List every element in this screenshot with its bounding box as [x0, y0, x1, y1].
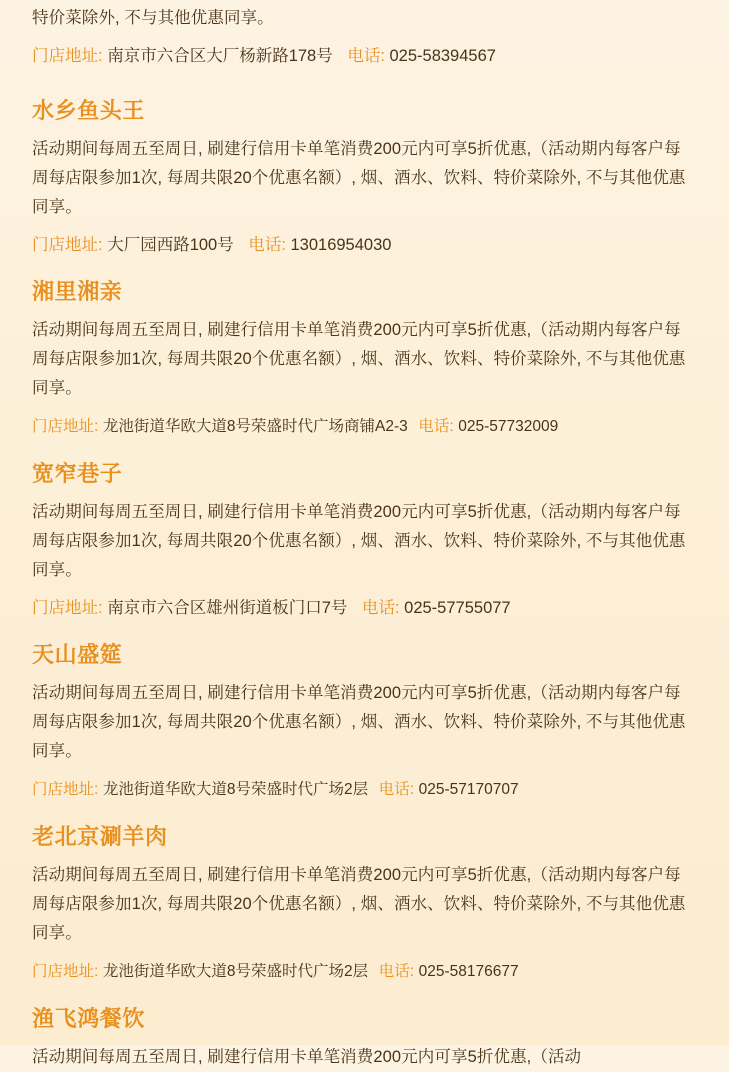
- promo-description: 活动期间每周五至周日, 刷建行信用卡单笔消费200元内可享5折优惠,（活动期内每客户每周每店限参加1次, 每周共限20个优惠名额）, 烟、酒水、饮料、特价菜除外, 不与其他优惠同享。: [32, 321, 686, 397]
- store-block: [32, 96, 697, 259]
- tel-value: 025-58394567: [389, 47, 496, 65]
- address-label: 门店地址:: [32, 599, 103, 617]
- address-value: 龙池街道华欧大道8号荣盛时代广场2层: [102, 781, 369, 798]
- store-block: [32, 822, 697, 986]
- address-value: 大厂园西路100号: [107, 236, 234, 254]
- address-value: 南京市六合区雄州街道板门口7号: [107, 599, 348, 617]
- tel-label: 电话:: [361, 599, 400, 617]
- address-label: 门店地址:: [32, 418, 99, 435]
- tel-label: 电话:: [378, 781, 415, 798]
- tel-value: 025-57755077: [404, 599, 511, 617]
- store-name: 老北京涮羊肉: [32, 824, 168, 849]
- store-block: [32, 640, 697, 804]
- address-value: 南京市六合区大厂杨新路178号: [107, 47, 333, 65]
- promo-description: 活动期间每周五至周日, 刷建行信用卡单笔消费200元内可享5折优惠,（活动期内每客户每周每店限参加1次, 每周共限20个优惠名额）, 烟、酒水、饮料、特价菜除外, 不与其他优惠同享。: [32, 140, 686, 216]
- store-name: 天山盛筵: [32, 642, 123, 667]
- address-label: 门店地址:: [32, 781, 99, 798]
- store-name: 湘里湘亲: [32, 279, 123, 304]
- store-block: [32, 277, 697, 441]
- address-label: 门店地址:: [32, 963, 99, 980]
- tel-value: 13016954030: [290, 236, 392, 254]
- tel-label: 电话:: [248, 236, 286, 254]
- store-address-line: [32, 594, 697, 622]
- tel-value: 025-57170707: [418, 781, 519, 798]
- store-block: [32, 459, 697, 622]
- store-address-line: [32, 957, 697, 986]
- store-address-line: [32, 775, 697, 804]
- store-name: 宽窄巷子: [32, 461, 123, 486]
- store-address-line: [32, 231, 697, 259]
- promo-description: 活动期间每周五至周日, 刷建行信用卡单笔消费200元内可享5折优惠,（活动期内每客户每周每店限参加1次, 每周共限20个优惠名额）, 烟、酒水、饮料、特价菜除外, 不与其他优惠同享。: [32, 503, 686, 579]
- store-address-line: [32, 412, 697, 441]
- top-partial-section: [32, 0, 697, 70]
- tel-value: 025-57732009: [458, 418, 559, 435]
- address-value: 龙池街道华欧大道8号荣盛时代广场商铺A2-3: [102, 418, 408, 435]
- tel-label: 电话:: [378, 963, 415, 980]
- tel-label: 电话:: [418, 418, 454, 435]
- store-name: 渔飞鸿餐饮: [32, 1006, 146, 1031]
- store-name: 水乡鱼头王: [32, 98, 146, 123]
- promo-description: 活动期间每周五至周日, 刷建行信用卡单笔消费200元内可享5折优惠,（活动期内每客户每周每店限参加1次, 每周共限20个优惠名额）, 烟、酒水、饮料、特价菜除外, 不与其他优惠同享。: [32, 684, 686, 760]
- promo-description: 活动期间每周五至周日, 刷建行信用卡单笔消费200元内可享5折优惠,（活动期内每客户每周每店限参加1次, 每周共限20个优惠名额）, 烟、酒水、饮料、特价菜除外, 不与其他优惠同享。: [32, 866, 686, 942]
- address-value: 龙池街道华欧大道8号荣盛时代广场2层: [102, 963, 369, 980]
- tel-value: 025-58176677: [418, 963, 519, 980]
- top-partial-address-line: [32, 42, 697, 70]
- tel-label: 电话:: [347, 47, 385, 65]
- promo-description: 活动期间每周五至周日, 刷建行信用卡单笔消费200元内可享5折优惠,（活动: [32, 1048, 582, 1066]
- address-label: 门店地址:: [32, 236, 103, 254]
- top-partial-text: 特价菜除外, 不与其他优惠同享。: [32, 9, 274, 27]
- address-label: 门店地址:: [32, 47, 103, 65]
- store-block: [32, 1004, 697, 1072]
